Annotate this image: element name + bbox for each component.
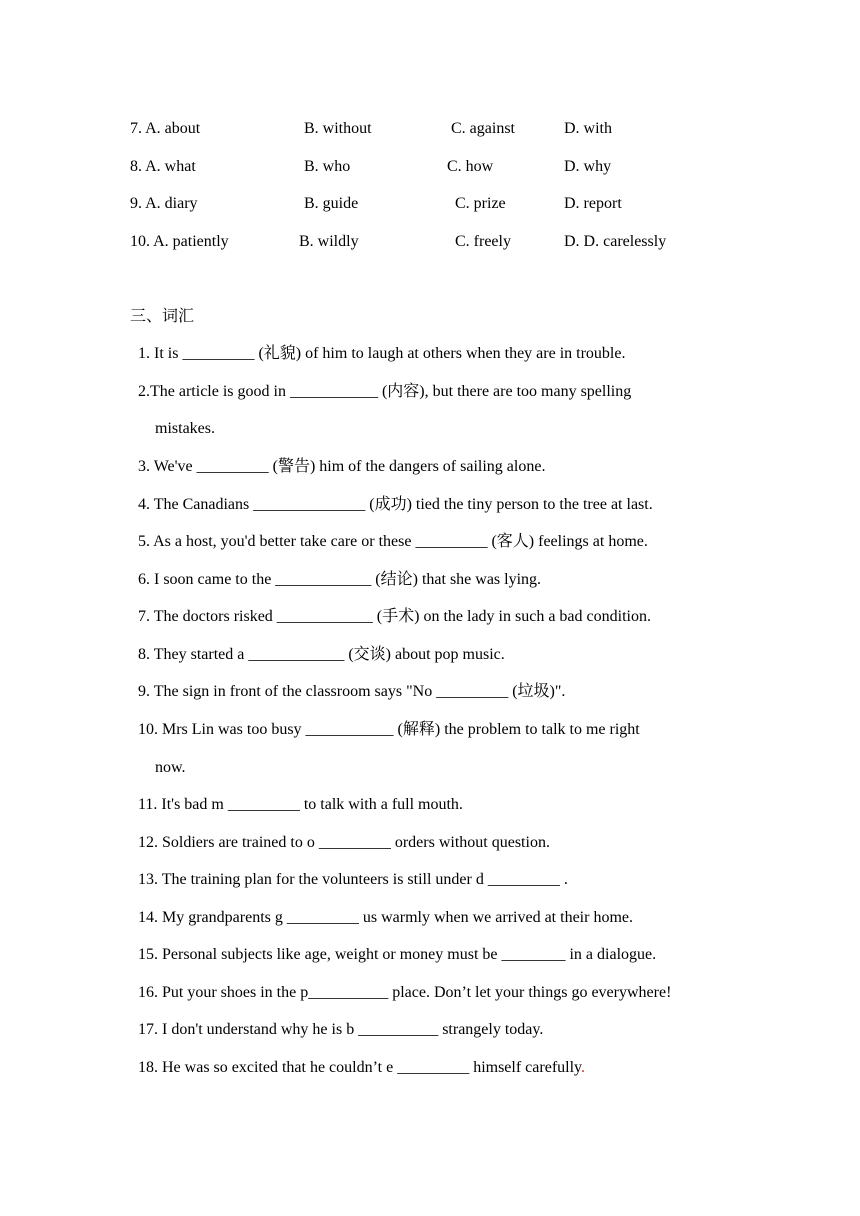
option-a: 7. A. about bbox=[130, 120, 201, 137]
vocab-item-17: 17. I don't understand why he is b __________ strangely today. bbox=[138, 1021, 544, 1038]
section-heading: 三、词汇 bbox=[130, 308, 195, 325]
option-d: D. D. carelessly bbox=[564, 233, 667, 250]
vocab-item-14: 14. My grandparents g _________ us warmly when we arrived at their home. bbox=[138, 909, 633, 926]
vocab-item-18 bbox=[138, 1056, 585, 1080]
option-b: B. without bbox=[304, 120, 372, 137]
vocab-item-1: 1. It is _________ (礼貌) of him to laugh at others when they are in trouble. bbox=[138, 345, 626, 362]
vocab-item-10-continued: now. bbox=[155, 759, 186, 776]
option-d: D. report bbox=[564, 195, 622, 212]
vocab-item-2: 2.The article is good in ___________ (内容), but there are too many spelling bbox=[138, 383, 632, 400]
option-a: 10. A. patiently bbox=[130, 233, 229, 250]
vocab-item-18-text: 18. He was so excited that he couldn’t e _________ himself carefully bbox=[138, 1059, 581, 1076]
vocab-item-9: 9. The sign in front of the classroom says "No _________ (垃圾)". bbox=[138, 683, 566, 700]
vocab-item-4: 4. The Canadians ______________ (成功) tied the tiny person to the tree at last. bbox=[138, 496, 653, 513]
vocab-item-3: 3. We've _________ (警告) him of the dangers of sailing alone. bbox=[138, 458, 546, 475]
option-c: C. prize bbox=[455, 195, 506, 212]
option-c: C. freely bbox=[455, 233, 511, 250]
vocab-item-10: 10. Mrs Lin was too busy ___________ (解释) the problem to talk to me right bbox=[138, 721, 640, 738]
red-period: . bbox=[581, 1059, 585, 1076]
vocab-item-8: 8. They started a ____________ (交谈) about pop music. bbox=[138, 646, 505, 663]
option-d: D. why bbox=[564, 158, 612, 175]
option-c: C. against bbox=[451, 120, 515, 137]
vocab-item-15: 15. Personal subjects like age, weight or money must be ________ in a dialogue. bbox=[138, 946, 657, 963]
vocab-item-12: 12. Soldiers are trained to o _________ orders without question. bbox=[138, 834, 550, 851]
vocab-item-16: 16. Put your shoes in the p__________ place. Don’t let your things go everywhere! bbox=[138, 984, 672, 1001]
option-c: C. how bbox=[447, 158, 494, 175]
option-b: B. guide bbox=[304, 195, 359, 212]
vocab-item-6: 6. I soon came to the ____________ (结论) that she was lying. bbox=[138, 571, 542, 588]
vocab-item-13: 13. The training plan for the volunteers is still under d _________ . bbox=[138, 871, 568, 888]
option-row-9 bbox=[0, 192, 860, 216]
option-row-10 bbox=[0, 230, 860, 254]
option-row-8 bbox=[0, 155, 860, 179]
vocab-item-2-continued: mistakes. bbox=[155, 420, 215, 437]
option-d: D. with bbox=[564, 120, 612, 137]
option-row-7 bbox=[0, 117, 860, 141]
vocab-item-5: 5. As a host, you'd better take care or these _________ (客人) feelings at home. bbox=[138, 533, 648, 550]
option-a: 8. A. what bbox=[130, 158, 196, 175]
vocab-item-11: 11. It's bad m _________ to talk with a full mouth. bbox=[138, 796, 463, 813]
option-b: B. who bbox=[304, 158, 351, 175]
option-b: B. wildly bbox=[299, 233, 359, 250]
option-a: 9. A. diary bbox=[130, 195, 198, 212]
vocab-item-7: 7. The doctors risked ____________ (手术) on the lady in such a bad condition. bbox=[138, 608, 651, 625]
